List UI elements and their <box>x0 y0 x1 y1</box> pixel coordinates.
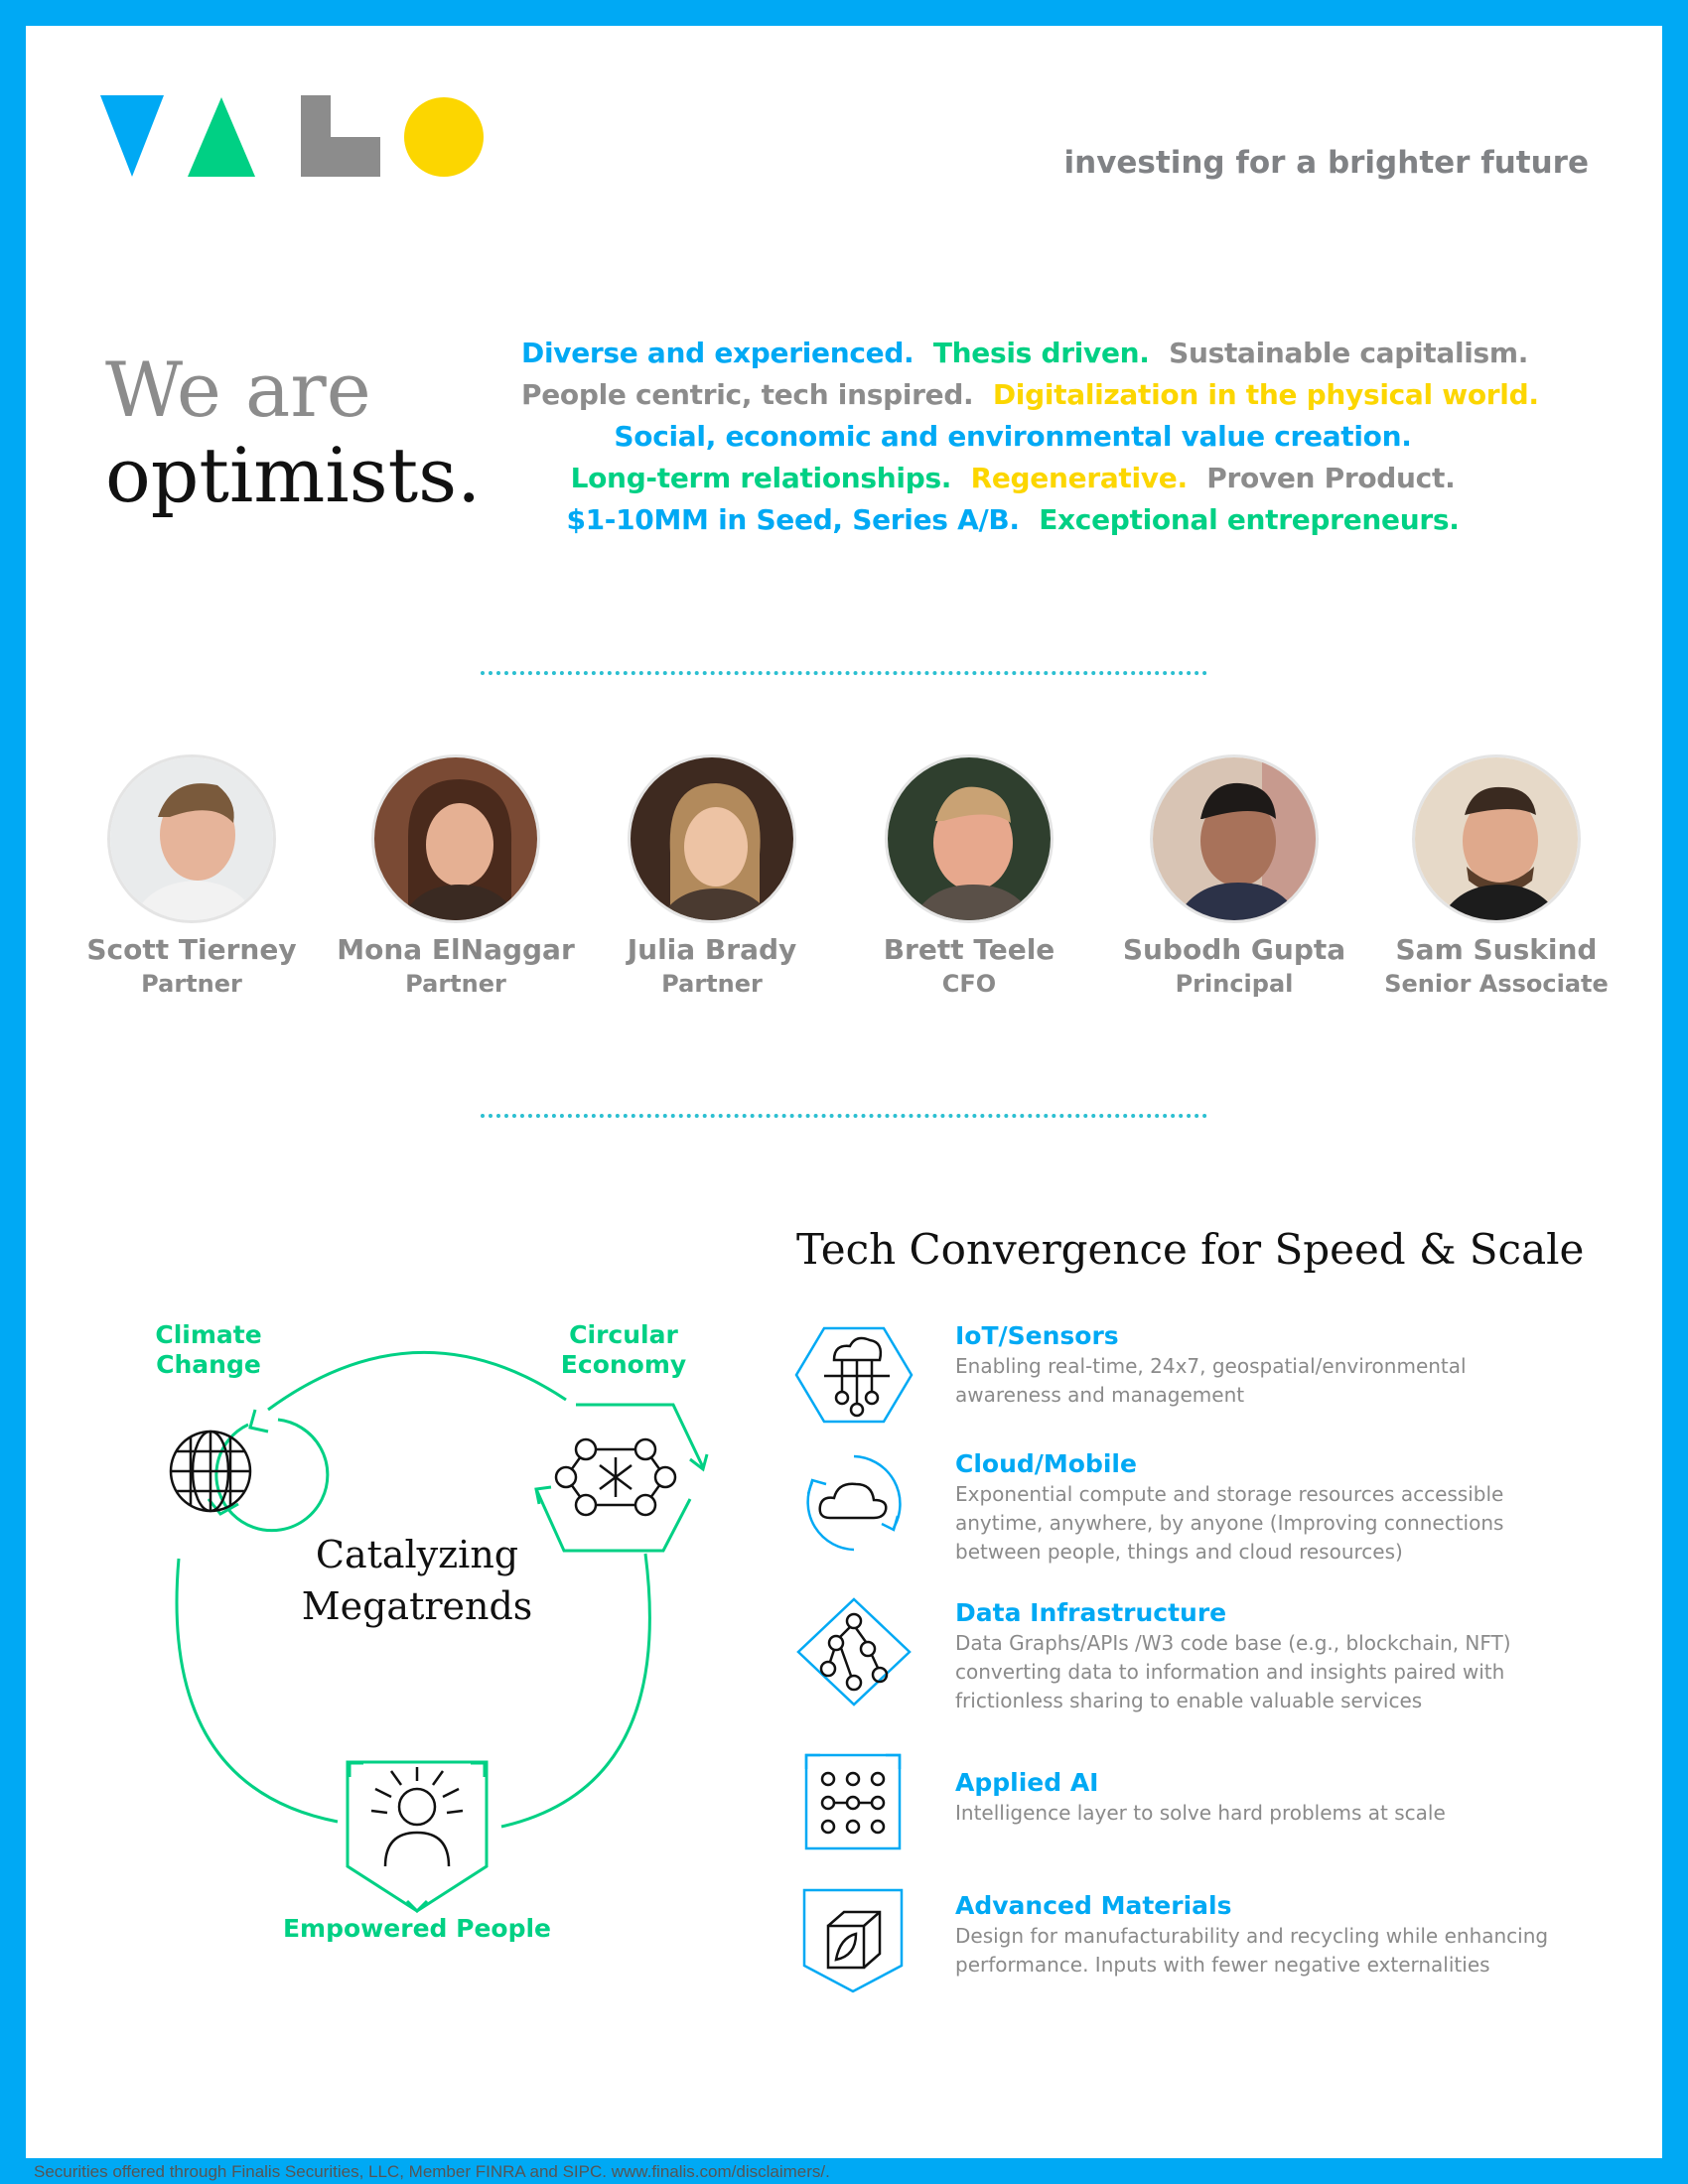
tech-heading: Tech Convergence for Speed & Scale <box>796 1225 1585 1274</box>
ai-grid-icon <box>794 1749 914 1858</box>
team-member <box>1377 754 1616 998</box>
tech-desc: frictionless sharing to enable valuable services <box>955 1689 1423 1712</box>
empowered-people-label: Empowered People <box>282 1914 551 1943</box>
member-role: Partner <box>661 970 763 998</box>
tech-desc: performance. Inputs with fewer negative externalities <box>955 1953 1490 1977</box>
avatar <box>628 754 796 923</box>
value-text: People centric, tech inspired. <box>521 378 974 411</box>
iot-sensor-icon <box>794 1320 914 1430</box>
intro-line-2: optimists. <box>105 431 482 519</box>
material-cube-icon <box>794 1886 914 1995</box>
member-role: Partner <box>405 970 506 998</box>
value-text: Exceptional entrepreneurs. <box>1039 503 1460 536</box>
team-member <box>1115 754 1353 998</box>
tech-desc: Enabling real-time, 24x7, geospatial/environmental <box>955 1354 1467 1378</box>
climate-label-line-2: Change <box>156 1350 261 1379</box>
team-member <box>593 754 831 998</box>
values-statement <box>516 333 1539 541</box>
tech-desc: awareness and management <box>955 1383 1245 1407</box>
dotted-divider <box>481 1114 1207 1118</box>
tech-desc: Design for manufacturability and recycling while enhancing <box>955 1924 1549 1948</box>
value-text: Regenerative. <box>970 462 1188 494</box>
megatrends-cycle-diagram <box>119 1310 735 1966</box>
tech-desc: converting data to information and insights paired with <box>955 1660 1505 1684</box>
cloud-icon <box>794 1448 914 1558</box>
member-role: Principal <box>1175 970 1294 998</box>
tech-title: Applied AI <box>955 1768 1099 1797</box>
intro-line-1: We are <box>105 345 371 434</box>
circular-label-line-2: Economy <box>560 1350 687 1379</box>
tech-title: Advanced Materials <box>955 1891 1232 1920</box>
member-name: Sam Suskind <box>1395 933 1598 966</box>
avatar <box>1412 754 1581 923</box>
circular-label-line-1: Circular <box>569 1320 678 1349</box>
value-text: Social, economic and environmental value creation. <box>614 420 1412 453</box>
value-text: Proven Product. <box>1206 462 1456 494</box>
avatar <box>371 754 540 923</box>
tech-desc: Exponential compute and storage resources accessible <box>955 1482 1504 1506</box>
value-text: Digitalization in the physical world. <box>992 378 1539 411</box>
tech-desc: Data Graphs/APIs /W3 code base (e.g., blockchain, NFT) <box>955 1631 1511 1655</box>
avatar <box>885 754 1054 923</box>
megatrends-title <box>258 1529 576 1632</box>
member-role: Senior Associate <box>1384 970 1609 998</box>
team-member <box>337 754 575 998</box>
team-member <box>850 754 1088 998</box>
dotted-divider <box>481 671 1207 675</box>
value-text: Sustainable capitalism. <box>1169 337 1529 369</box>
member-name: Julia Brady <box>627 933 797 966</box>
megatrends-title-line-2: Megatrends <box>301 1584 533 1628</box>
member-name: Subodh Gupta <box>1122 933 1346 966</box>
tech-title: IoT/Sensors <box>955 1321 1119 1350</box>
value-text: $1-10MM in Seed, Series A/B. <box>566 503 1020 536</box>
member-role: Partner <box>141 970 242 998</box>
team-member <box>72 754 311 998</box>
tagline: investing for a brighter future <box>1063 145 1589 181</box>
megatrends-title-line-1: Catalyzing <box>315 1533 519 1576</box>
member-name: Brett Teele <box>883 933 1055 966</box>
tech-title: Cloud/Mobile <box>955 1449 1137 1478</box>
tech-desc: between people, things and cloud resources) <box>955 1540 1403 1564</box>
member-role: CFO <box>941 970 997 998</box>
tech-desc: Intelligence layer to solve hard problems at scale <box>955 1801 1446 1825</box>
circular-economy-label <box>544 1320 703 1380</box>
value-text: Diverse and experienced. <box>521 337 914 369</box>
intro-heading <box>105 347 481 518</box>
footer-disclaimer: Securities offered through Finalis Securities, LLC, Member FINRA and SIPC. www.finalis.com/disclaimers/. <box>34 2162 830 2181</box>
data-graph-icon <box>794 1597 914 1706</box>
member-name: Scott Tierney <box>86 933 297 966</box>
tech-title: Data Infrastructure <box>955 1598 1227 1627</box>
value-text: Thesis driven. <box>932 337 1150 369</box>
avatar <box>107 754 276 923</box>
tech-desc: anytime, anywhere, by anyone (Improving connections <box>955 1511 1504 1535</box>
value-text: Long-term relationships. <box>570 462 952 494</box>
climate-label-line-1: Climate <box>155 1320 262 1349</box>
climate-change-label <box>129 1320 288 1380</box>
member-name: Mona ElNaggar <box>337 933 575 966</box>
avatar <box>1150 754 1319 923</box>
